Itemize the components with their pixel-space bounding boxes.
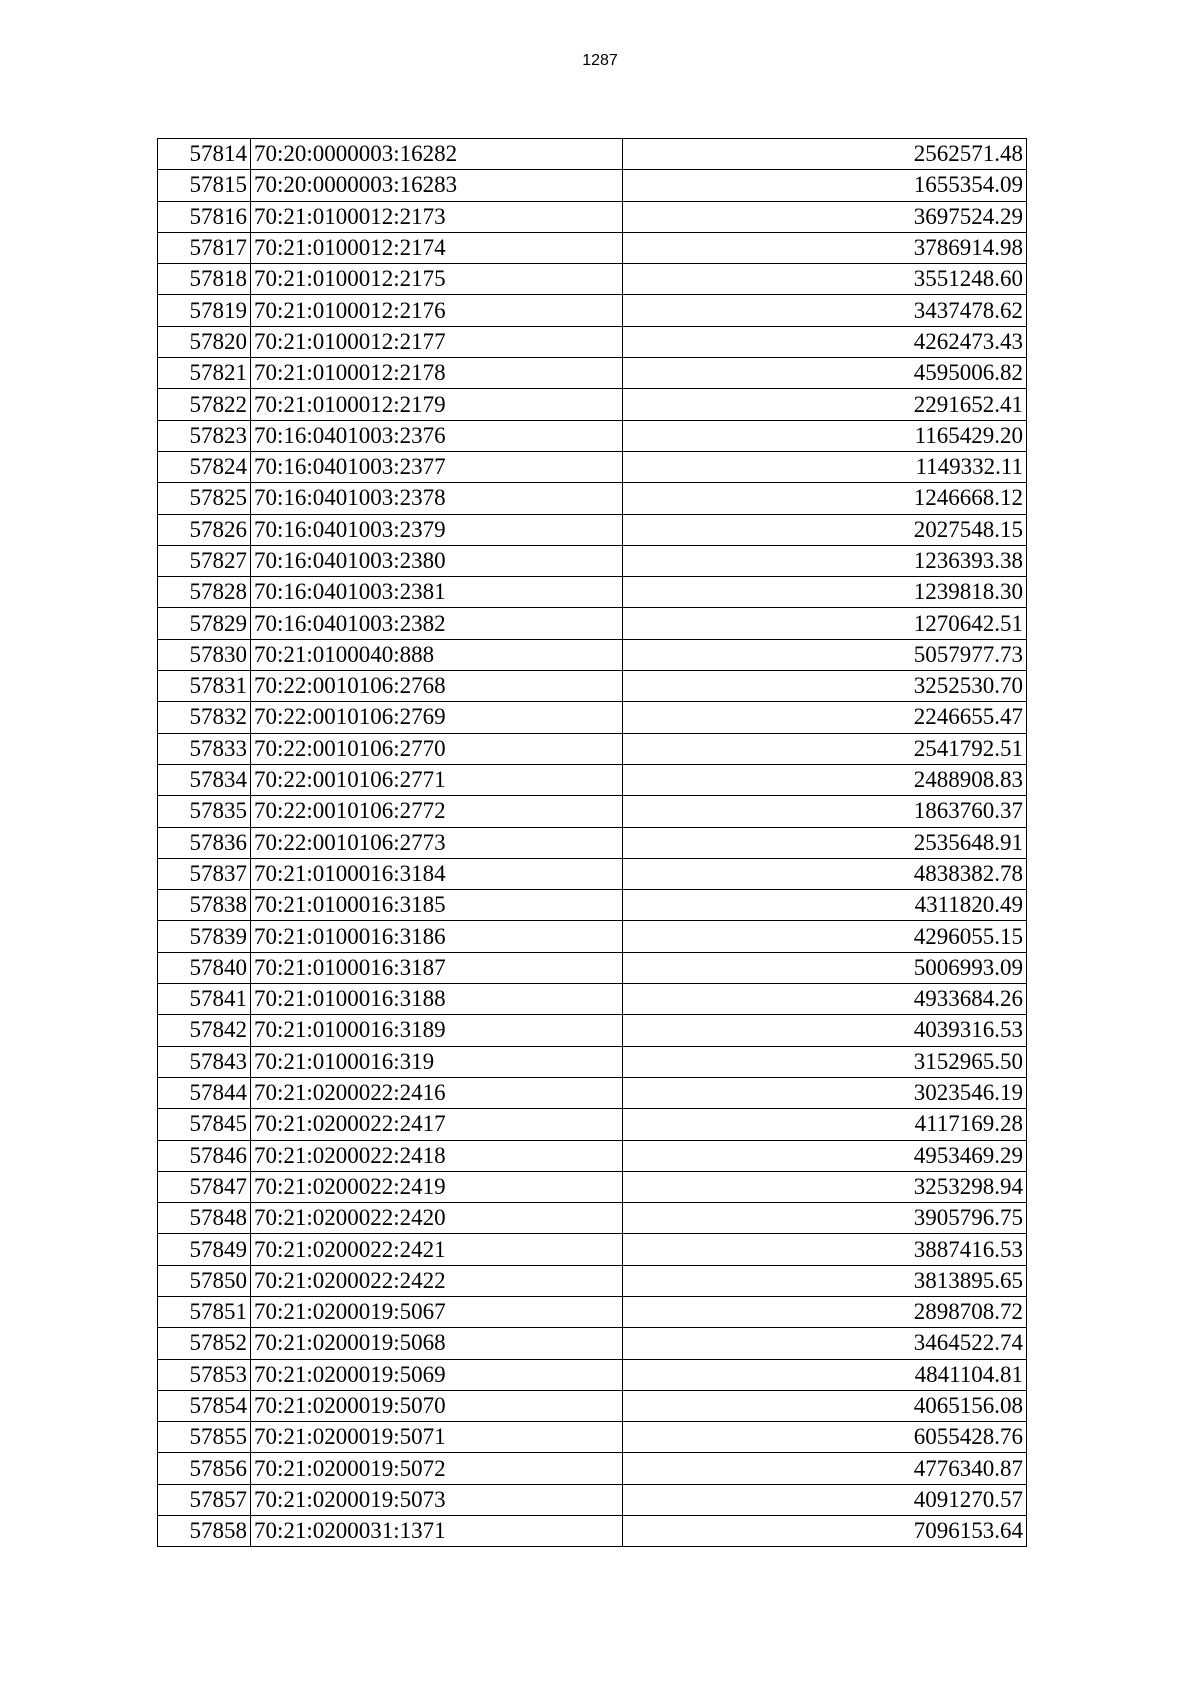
cadastral-number-cell: 70:16:0401003:2379 [251, 514, 623, 545]
table-row [158, 1422, 1027, 1453]
value-cell: 1270642.51 [623, 608, 1027, 639]
row-number-cell: 57835 [158, 796, 251, 827]
cadastral-number-cell: 70:22:0010106:2771 [251, 764, 623, 795]
row-number-cell: 57826 [158, 514, 251, 545]
value-cell: 4039316.53 [623, 1015, 1027, 1046]
table-row [158, 1015, 1027, 1046]
row-number-cell: 57817 [158, 232, 251, 263]
value-cell: 4841104.81 [623, 1359, 1027, 1390]
row-number-cell: 57818 [158, 264, 251, 295]
row-number-cell: 57830 [158, 639, 251, 670]
value-cell: 4933684.26 [623, 984, 1027, 1015]
value-cell: 4953469.29 [623, 1140, 1027, 1171]
row-number-cell: 57833 [158, 733, 251, 764]
value-cell: 3905796.75 [623, 1203, 1027, 1234]
table-row [158, 451, 1027, 482]
value-cell: 2535648.91 [623, 827, 1027, 858]
table-row [158, 545, 1027, 576]
row-number-cell: 57819 [158, 295, 251, 326]
cadastral-number-cell: 70:16:0401003:2377 [251, 451, 623, 482]
table-row [158, 1359, 1027, 1390]
value-cell: 4117169.28 [623, 1109, 1027, 1140]
table-row [158, 608, 1027, 639]
value-cell: 4296055.15 [623, 921, 1027, 952]
table-row [158, 1077, 1027, 1108]
row-number-cell: 57838 [158, 890, 251, 921]
value-cell: 3464522.74 [623, 1328, 1027, 1359]
row-number-cell: 57839 [158, 921, 251, 952]
value-cell: 7096153.64 [623, 1516, 1027, 1547]
cadastral-number-cell: 70:21:0100012:2177 [251, 326, 623, 357]
row-number-cell: 57829 [158, 608, 251, 639]
page-number: 1287 [582, 52, 618, 69]
cadastral-number-cell: 70:21:0200019:5071 [251, 1422, 623, 1453]
value-cell: 1149332.11 [623, 451, 1027, 482]
row-number-cell: 57845 [158, 1109, 251, 1140]
value-cell: 5006993.09 [623, 952, 1027, 983]
table-row [158, 232, 1027, 263]
table-row [158, 1171, 1027, 1202]
value-cell: 1239818.30 [623, 577, 1027, 608]
row-number-cell: 57825 [158, 483, 251, 514]
row-number-cell: 57850 [158, 1265, 251, 1296]
cadastral-number-cell: 70:21:0100012:2173 [251, 201, 623, 232]
cadastral-number-cell: 70:16:0401003:2381 [251, 577, 623, 608]
cadastral-number-cell: 70:21:0200022:2422 [251, 1265, 623, 1296]
cadastral-number-cell: 70:21:0200019:5067 [251, 1296, 623, 1327]
value-cell: 1246668.12 [623, 483, 1027, 514]
row-number-cell: 57853 [158, 1359, 251, 1390]
row-number-cell: 57822 [158, 389, 251, 420]
cadastral-number-cell: 70:21:0200022:2417 [251, 1109, 623, 1140]
value-cell: 3023546.19 [623, 1077, 1027, 1108]
value-cell: 4776340.87 [623, 1453, 1027, 1484]
row-number-cell: 57852 [158, 1328, 251, 1359]
row-number-cell: 57854 [158, 1390, 251, 1421]
value-cell: 2488908.83 [623, 764, 1027, 795]
cadastral-number-cell: 70:21:0100040:888 [251, 639, 623, 670]
table-row [158, 733, 1027, 764]
value-cell: 2898708.72 [623, 1296, 1027, 1327]
table-row [158, 1516, 1027, 1547]
table-row [158, 295, 1027, 326]
value-cell: 3887416.53 [623, 1234, 1027, 1265]
table-row [158, 952, 1027, 983]
table-row [158, 201, 1027, 232]
value-cell: 4091270.57 [623, 1484, 1027, 1515]
table-row [158, 1140, 1027, 1171]
table-row [158, 984, 1027, 1015]
cadastral-number-cell: 70:21:0100016:3187 [251, 952, 623, 983]
table-row [158, 858, 1027, 889]
table-row [158, 827, 1027, 858]
table-row [158, 139, 1027, 170]
value-cell: 5057977.73 [623, 639, 1027, 670]
value-cell: 2246655.47 [623, 702, 1027, 733]
row-number-cell: 57823 [158, 420, 251, 451]
cadastral-number-cell: 70:21:0200019:5068 [251, 1328, 623, 1359]
cadastral-number-cell: 70:21:0100016:3185 [251, 890, 623, 921]
cadastral-number-cell: 70:20:0000003:16282 [251, 139, 623, 170]
value-cell: 3437478.62 [623, 295, 1027, 326]
row-number-cell: 57821 [158, 358, 251, 389]
cadastral-number-cell: 70:21:0200019:5073 [251, 1484, 623, 1515]
table-row [158, 639, 1027, 670]
table-row [158, 921, 1027, 952]
row-number-cell: 57856 [158, 1453, 251, 1484]
cadastral-number-cell: 70:21:0200019:5069 [251, 1359, 623, 1390]
row-number-cell: 57857 [158, 1484, 251, 1515]
cadastral-number-cell: 70:22:0010106:2772 [251, 796, 623, 827]
row-number-cell: 57828 [158, 577, 251, 608]
table-row [158, 1046, 1027, 1077]
cadastral-number-cell: 70:21:0100012:2175 [251, 264, 623, 295]
row-number-cell: 57851 [158, 1296, 251, 1327]
value-cell: 1165429.20 [623, 420, 1027, 451]
cadastral-number-cell: 70:16:0401003:2382 [251, 608, 623, 639]
cadastral-number-cell: 70:21:0100016:319 [251, 1046, 623, 1077]
cadastral-number-cell: 70:21:0100012:2176 [251, 295, 623, 326]
row-number-cell: 57858 [158, 1516, 251, 1547]
value-cell: 1655354.09 [623, 170, 1027, 201]
value-cell: 3253298.94 [623, 1171, 1027, 1202]
table-row [158, 1390, 1027, 1421]
cadastral-number-cell: 70:21:0200022:2421 [251, 1234, 623, 1265]
value-cell: 3152965.50 [623, 1046, 1027, 1077]
value-cell: 3252530.70 [623, 671, 1027, 702]
table-row [158, 577, 1027, 608]
table-row [158, 1453, 1027, 1484]
table-row [158, 1328, 1027, 1359]
row-number-cell: 57815 [158, 170, 251, 201]
cadastral-number-cell: 70:22:0010106:2770 [251, 733, 623, 764]
table-row [158, 764, 1027, 795]
cadastral-number-cell: 70:21:0100012:2179 [251, 389, 623, 420]
row-number-cell: 57827 [158, 545, 251, 576]
cadastral-number-cell: 70:21:0100012:2174 [251, 232, 623, 263]
value-cell: 1236393.38 [623, 545, 1027, 576]
value-cell: 3697524.29 [623, 201, 1027, 232]
row-number-cell: 57820 [158, 326, 251, 357]
row-number-cell: 57824 [158, 451, 251, 482]
cadastral-number-cell: 70:16:0401003:2376 [251, 420, 623, 451]
row-number-cell: 57831 [158, 671, 251, 702]
cadastral-number-cell: 70:21:0100016:3184 [251, 858, 623, 889]
cadastral-number-cell: 70:22:0010106:2769 [251, 702, 623, 733]
row-number-cell: 57855 [158, 1422, 251, 1453]
cadastral-value-table [157, 138, 1027, 1547]
cadastral-number-cell: 70:21:0200031:1371 [251, 1516, 623, 1547]
table-row [158, 389, 1027, 420]
table-row [158, 326, 1027, 357]
value-cell: 2291652.41 [623, 389, 1027, 420]
cadastral-number-cell: 70:22:0010106:2773 [251, 827, 623, 858]
cadastral-number-cell: 70:21:0200019:5072 [251, 1453, 623, 1484]
row-number-cell: 57841 [158, 984, 251, 1015]
row-number-cell: 57816 [158, 201, 251, 232]
value-cell: 4065156.08 [623, 1390, 1027, 1421]
row-number-cell: 57843 [158, 1046, 251, 1077]
row-number-cell: 57849 [158, 1234, 251, 1265]
table-row [158, 702, 1027, 733]
table-row [158, 264, 1027, 295]
row-number-cell: 57847 [158, 1171, 251, 1202]
table-row [158, 358, 1027, 389]
cadastral-number-cell: 70:21:0100012:2178 [251, 358, 623, 389]
cadastral-number-cell: 70:16:0401003:2378 [251, 483, 623, 514]
row-number-cell: 57848 [158, 1203, 251, 1234]
cadastral-number-cell: 70:21:0100016:3186 [251, 921, 623, 952]
value-cell: 4311820.49 [623, 890, 1027, 921]
table-row [158, 483, 1027, 514]
cadastral-number-cell: 70:21:0100016:3188 [251, 984, 623, 1015]
cadastral-number-cell: 70:21:0200022:2418 [251, 1140, 623, 1171]
table-row [158, 671, 1027, 702]
cadastral-number-cell: 70:20:0000003:16283 [251, 170, 623, 201]
value-cell: 2027548.15 [623, 514, 1027, 545]
value-cell: 4262473.43 [623, 326, 1027, 357]
cadastral-number-cell: 70:21:0200022:2416 [251, 1077, 623, 1108]
table-body [158, 139, 1027, 1547]
table-row [158, 1109, 1027, 1140]
value-cell: 3813895.65 [623, 1265, 1027, 1296]
table-row [158, 1203, 1027, 1234]
value-cell: 2541792.51 [623, 733, 1027, 764]
table-row [158, 1265, 1027, 1296]
cadastral-number-cell: 70:21:0200022:2419 [251, 1171, 623, 1202]
value-cell: 4838382.78 [623, 858, 1027, 889]
row-number-cell: 57837 [158, 858, 251, 889]
value-cell: 3551248.60 [623, 264, 1027, 295]
table-row [158, 1234, 1027, 1265]
cadastral-number-cell: 70:16:0401003:2380 [251, 545, 623, 576]
row-number-cell: 57844 [158, 1077, 251, 1108]
row-number-cell: 57840 [158, 952, 251, 983]
value-cell: 2562571.48 [623, 139, 1027, 170]
cadastral-number-cell: 70:21:0200019:5070 [251, 1390, 623, 1421]
table-row [158, 170, 1027, 201]
cadastral-number-cell: 70:21:0200022:2420 [251, 1203, 623, 1234]
table-row [158, 1296, 1027, 1327]
row-number-cell: 57832 [158, 702, 251, 733]
table-row [158, 514, 1027, 545]
value-cell: 6055428.76 [623, 1422, 1027, 1453]
table-row [158, 796, 1027, 827]
table-row [158, 420, 1027, 451]
table-row [158, 1484, 1027, 1515]
row-number-cell: 57836 [158, 827, 251, 858]
value-cell: 1863760.37 [623, 796, 1027, 827]
row-number-cell: 57834 [158, 764, 251, 795]
row-number-cell: 57814 [158, 139, 251, 170]
cadastral-number-cell: 70:21:0100016:3189 [251, 1015, 623, 1046]
table-row [158, 890, 1027, 921]
cadastral-number-cell: 70:22:0010106:2768 [251, 671, 623, 702]
value-cell: 3786914.98 [623, 232, 1027, 263]
row-number-cell: 57842 [158, 1015, 251, 1046]
row-number-cell: 57846 [158, 1140, 251, 1171]
value-cell: 4595006.82 [623, 358, 1027, 389]
